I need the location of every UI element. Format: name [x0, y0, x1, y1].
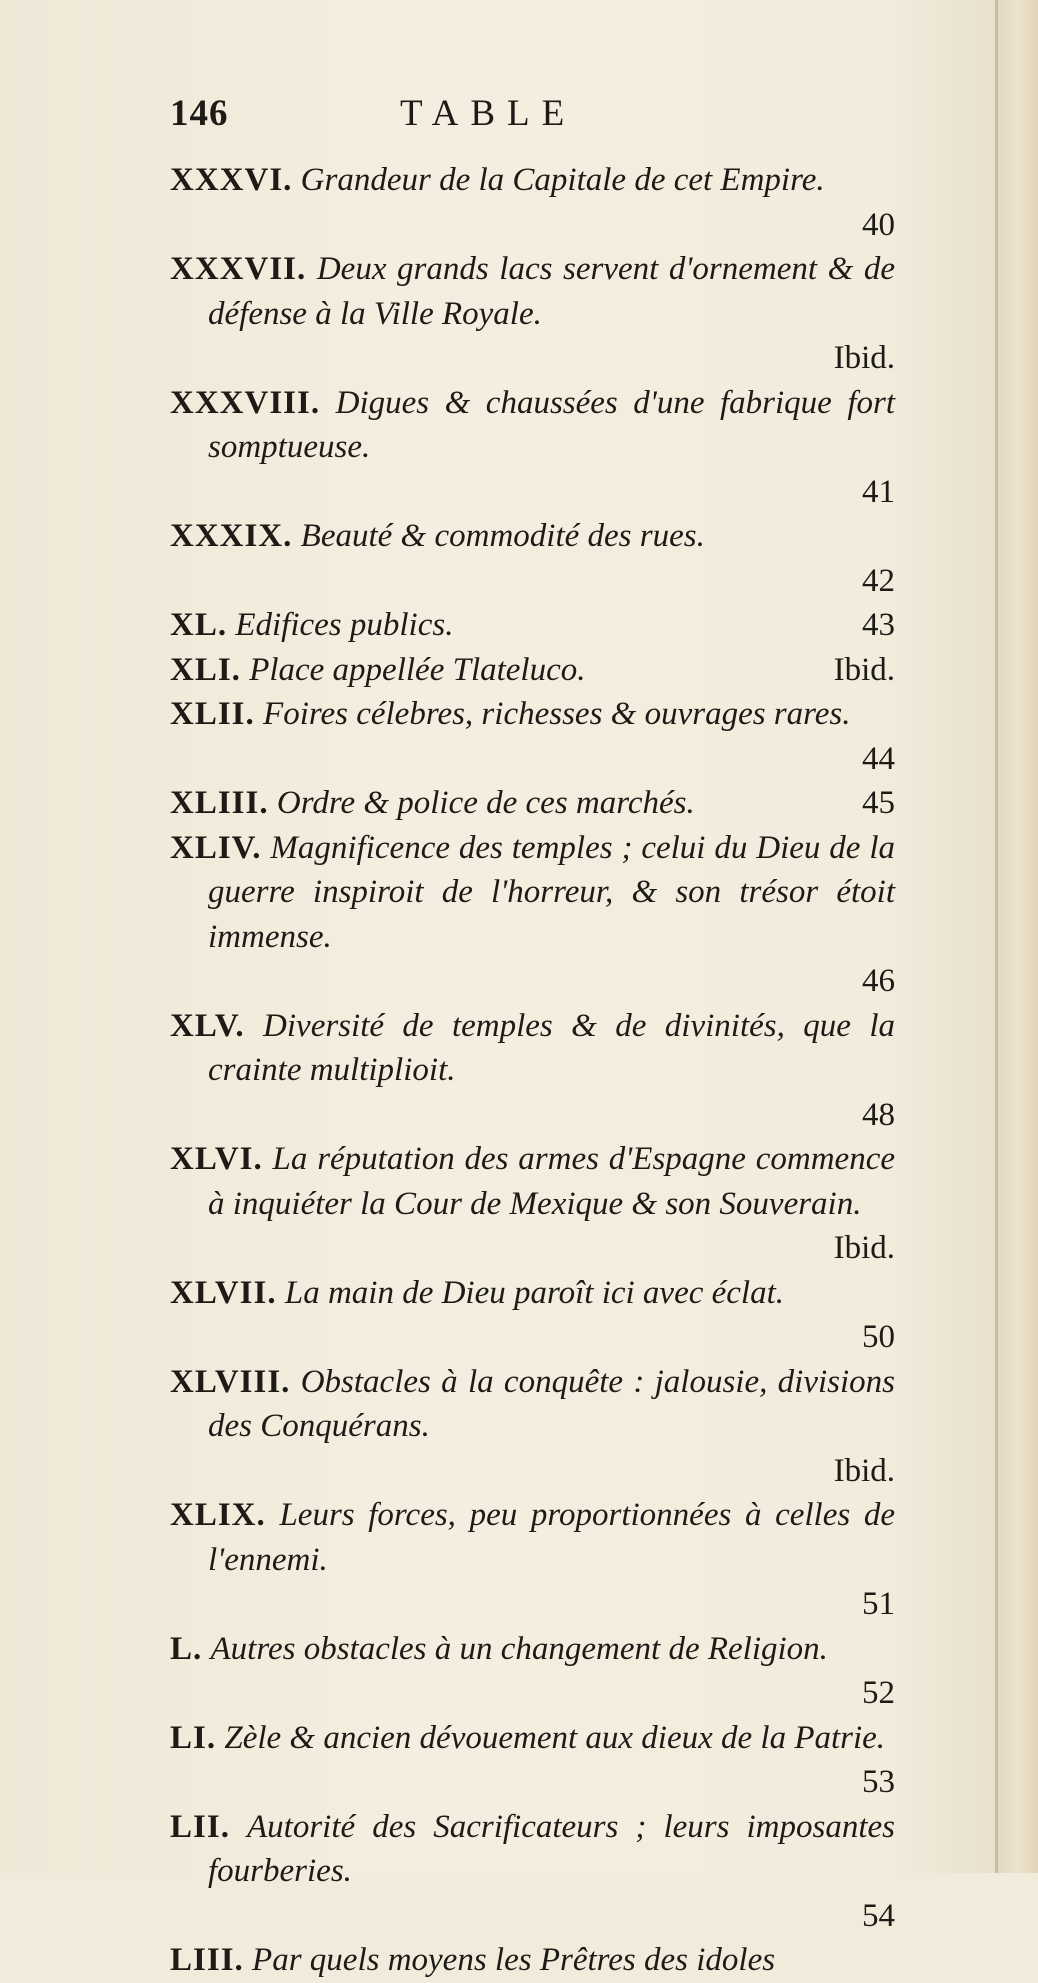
entry-number: LII. [170, 1808, 230, 1845]
entry-title: Obstacles à la conquête : jalousie, divisions des Conquérans. [208, 1363, 895, 1444]
entry-number: XLI. [170, 651, 241, 688]
entry-page: 52 [862, 1675, 895, 1711]
entry-page: 44 [862, 740, 895, 777]
entry-number: XXXIX. [170, 518, 293, 554]
entry-number: XLVIII. [170, 1363, 291, 1400]
toc-entry [170, 692, 895, 781]
entry-page: 50 [862, 1319, 895, 1355]
entry-page: 51 [862, 1586, 895, 1622]
entry-page: Ibid. [833, 651, 895, 688]
toc-entry [170, 648, 895, 693]
entry-title: Leurs forces, peu proportionnées à celles de l'ennemi. [208, 1497, 895, 1578]
toc-entry [170, 1938, 895, 1983]
toc-entry [170, 826, 895, 1004]
entry-number: XLIII. [170, 785, 269, 821]
toc-entry [170, 514, 895, 603]
entry-title: Diversité de temples & de divinités, que la crainte multiplioit. [208, 1007, 895, 1088]
page-number: 146 [170, 93, 229, 134]
entry-title: Autorité des Sacrificateurs ; leurs imposantes fourberies. [208, 1808, 895, 1889]
facing-page-edge [998, 0, 1038, 1873]
toc-entry [170, 1805, 895, 1939]
entry-title: Place appellée Tlateluco. [249, 651, 586, 688]
entry-number: XXXVII. [170, 251, 307, 287]
toc-entry: XLIII. Ordre & police de ces marchés. 45 [170, 785, 895, 821]
entry-number: XLVII. [170, 1274, 277, 1311]
toc-entry [170, 158, 895, 247]
toc-entry [170, 1137, 895, 1271]
entry-page: 41 [862, 473, 895, 510]
running-head [170, 92, 730, 142]
entry-title: Autres obstacles à un changement de Religion. [210, 1630, 828, 1667]
toc-entry [170, 1271, 895, 1360]
entry-number: L. [170, 1630, 203, 1667]
entry-title: Ordre & police de ces marchés. [276, 785, 695, 821]
toc-entry [170, 1493, 895, 1627]
table-of-contents [170, 158, 895, 1983]
entry-page: 42 [862, 562, 895, 599]
entry-number: XLVI. [170, 1141, 263, 1177]
entry-title: Digues & chaussées d'une fabrique fort somptueuse. [208, 384, 895, 465]
entry-title: Zèle & ancien dévouement aux dieux de la Patrie. [224, 1719, 886, 1756]
toc-entry [170, 1004, 895, 1138]
entry-title: Edifices publics. [235, 607, 454, 643]
entry-number: XLIX. [170, 1497, 266, 1533]
entry-page: 54 [862, 1897, 895, 1934]
entry-title: Foires célebres, richesses & ouvrages rares. [263, 696, 851, 732]
toc-entry [170, 247, 895, 381]
toc-entry [170, 1716, 895, 1805]
entry-number: XLV. [170, 1007, 245, 1044]
entry-page: 48 [862, 1096, 895, 1133]
entry-page: Ibid. [833, 340, 895, 376]
toc-entry [170, 1360, 895, 1494]
entry-page: 53 [862, 1764, 895, 1800]
entry-number: LI. [170, 1719, 217, 1756]
entry-number: XXXVIII. [170, 384, 321, 421]
entry-title: Magnificence des temples ; celui du Dieu de la guerre inspiroit de l'horreur, & son trésor étoit immense. [208, 829, 895, 955]
toc-entry [170, 381, 895, 515]
entry-title: Beauté & commodité des rues. [300, 518, 705, 554]
entry-page: Ibid. [833, 1452, 895, 1489]
entry-title: La réputation des armes d'Espagne commence à inquiéter la Cour de Mexique & son Souverain. [208, 1141, 895, 1222]
entry-page: 40 [862, 206, 895, 243]
entry-number: LIII. [170, 1942, 244, 1978]
entry-title: Deux grands lacs servent d'ornement & de défense à la Ville Royale. [208, 251, 896, 332]
entry-number: XL. [170, 607, 228, 643]
page-title: TABLE [400, 93, 577, 134]
toc-entry [170, 1627, 895, 1716]
entry-number: XLIV. [170, 829, 262, 866]
entry-number: XLII. [170, 696, 255, 732]
entry-page: Ibid. [833, 1230, 895, 1266]
entry-page: 46 [862, 963, 895, 999]
entry-title: Grandeur de la Capitale de cet Empire. [300, 162, 825, 198]
entry-number: XXXVI. [170, 162, 293, 198]
toc-entry: XL. Edifices publics. 43 [170, 607, 895, 643]
entry-title: Par quels moyens les Prêtres des idoles [252, 1942, 776, 1978]
entry-title: La main de Dieu paroît ici avec éclat. [284, 1274, 785, 1311]
